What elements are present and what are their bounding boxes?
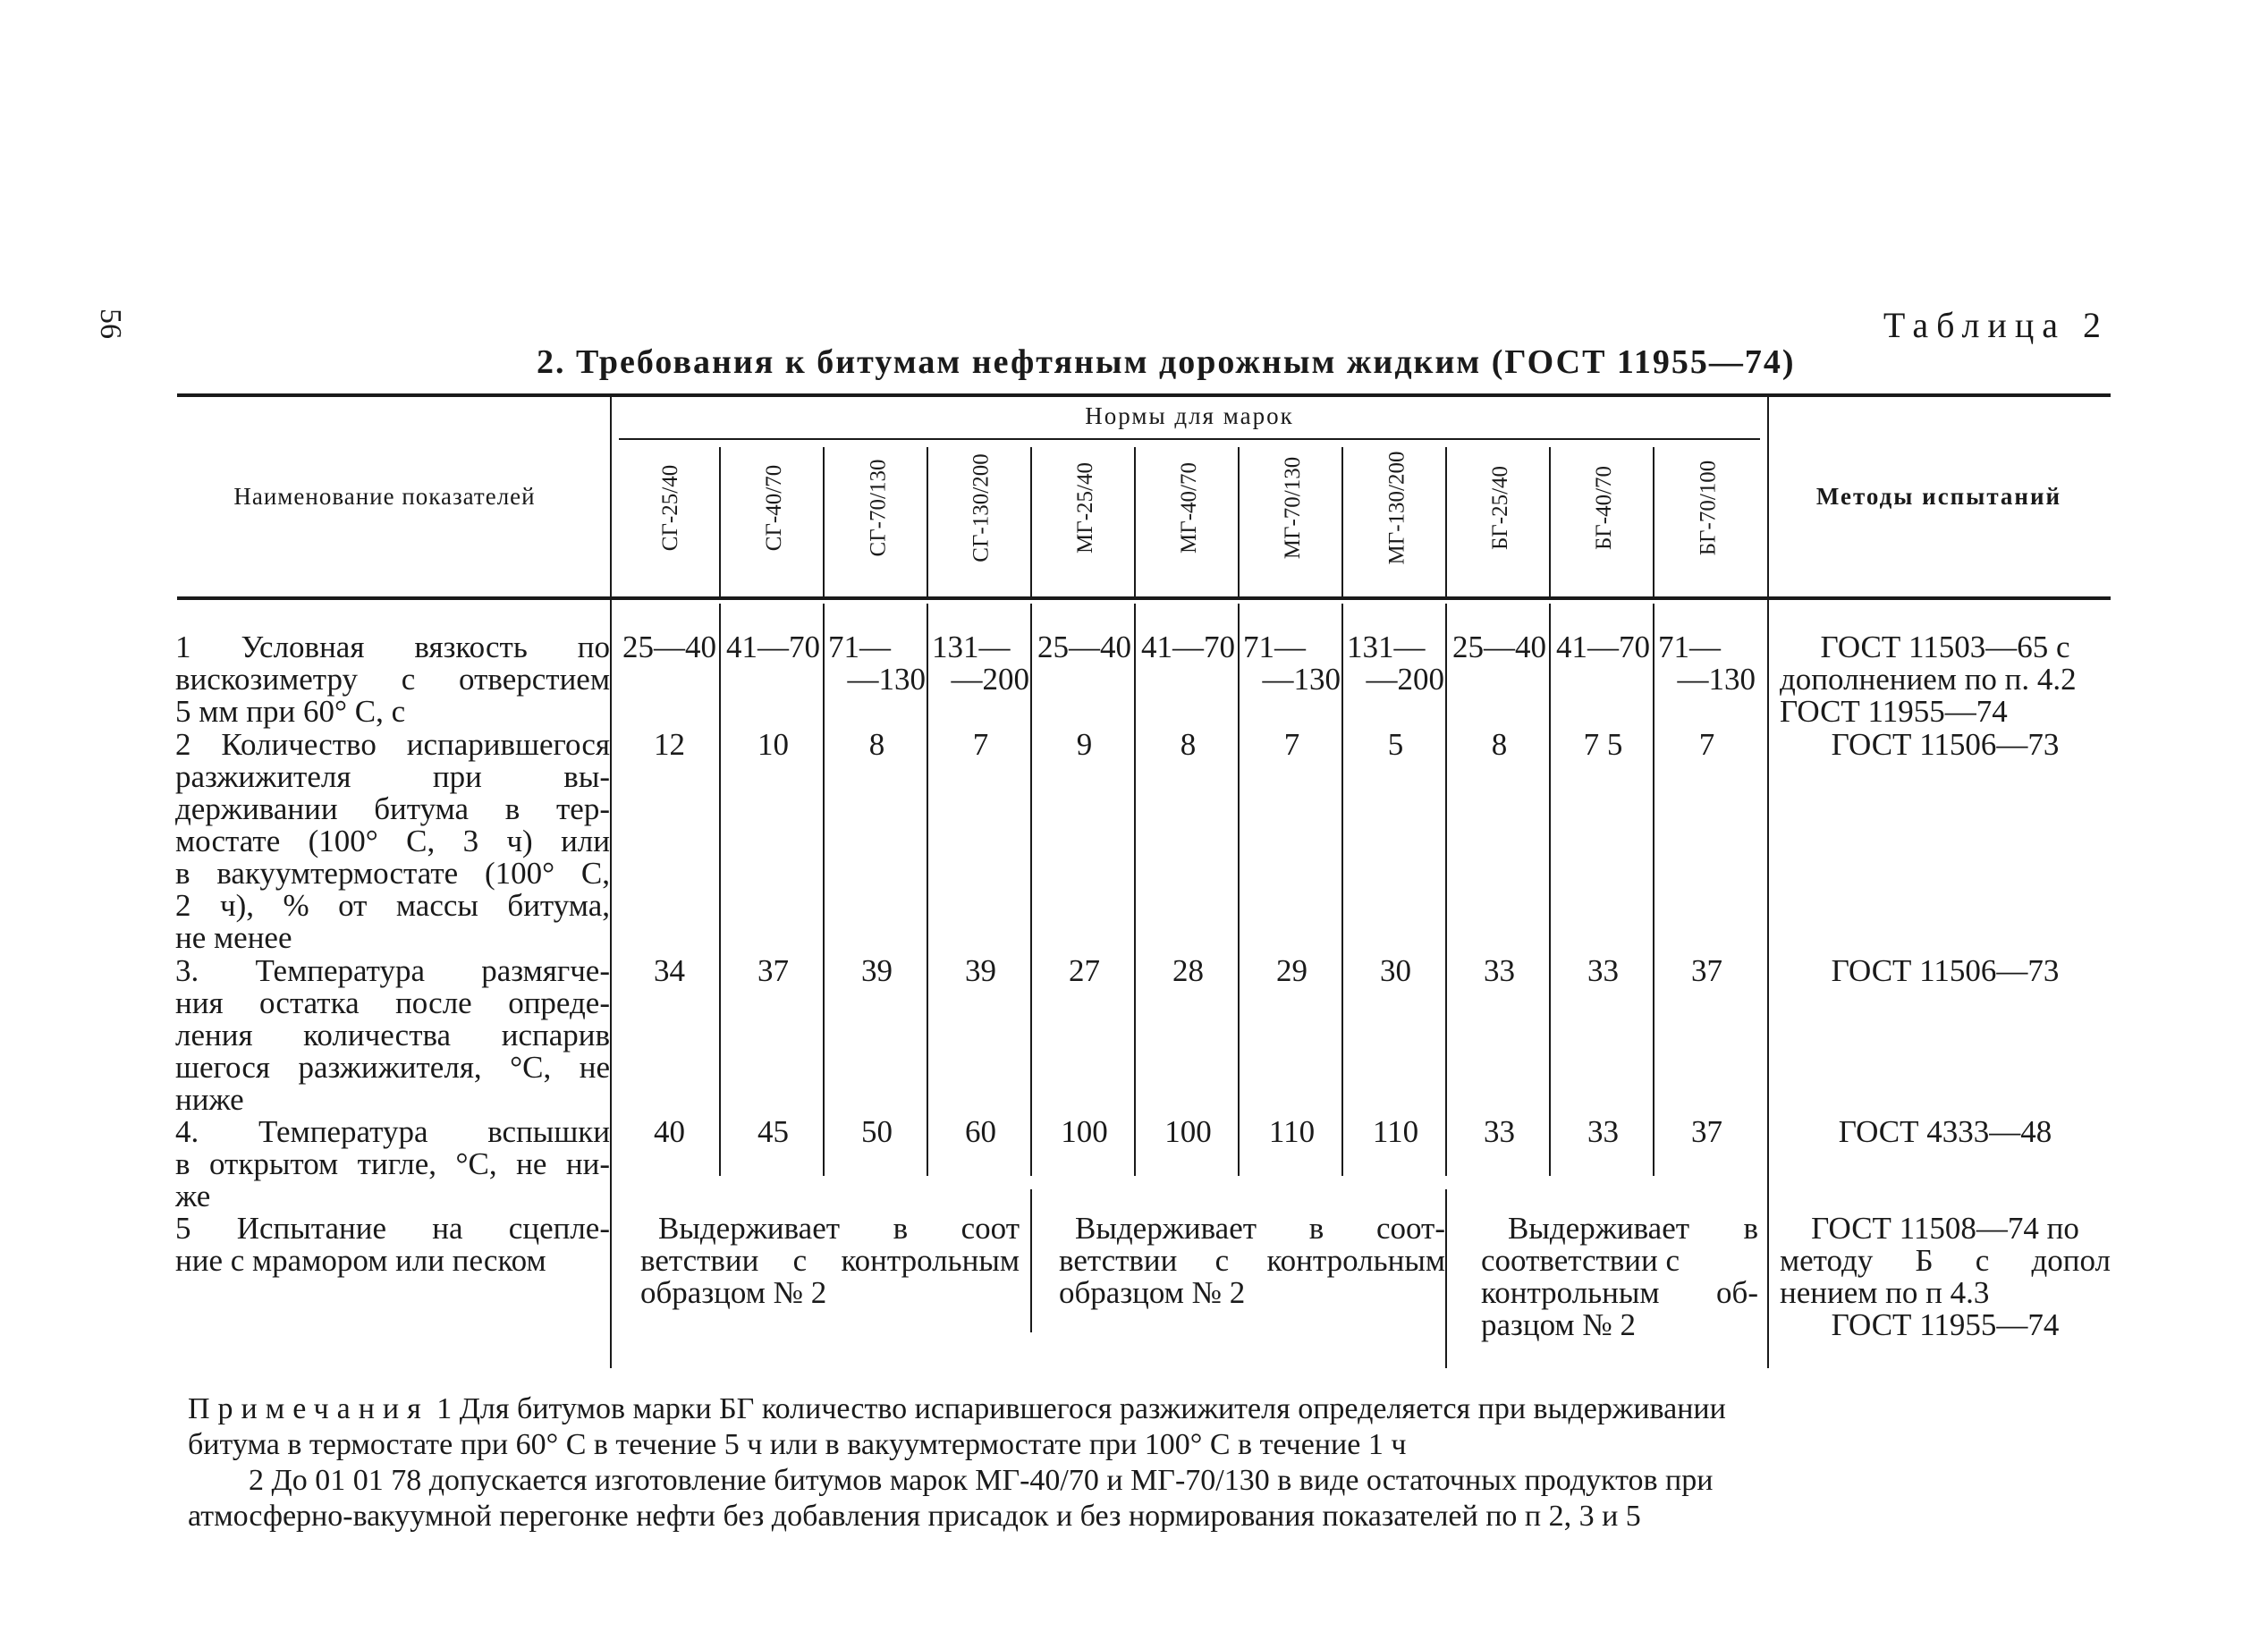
value-cell xyxy=(825,631,929,696)
value-cell: 12 xyxy=(654,727,685,762)
value-cell: 50 xyxy=(861,1114,893,1149)
row-5-span-sg: Выдерживает в соот ветствии с контрольным образцом № 2 xyxy=(640,1211,1020,1310)
row-5-method: ГОСТ 11508—74 по методу Б с допол нением по п 4.3 ГОСТ 11955—74 xyxy=(1780,1211,2111,1342)
value-cell xyxy=(1343,631,1448,696)
column-line xyxy=(1445,1189,1447,1368)
grade-header-label: СГ-70/130 xyxy=(866,459,890,557)
row-3-name: 3. Температура размягче- ния остатка после опреде- ления количества испарив шегося разжижителя, °С, не ниже xyxy=(175,953,610,1117)
value-cell: 28 xyxy=(1172,953,1204,988)
note-2-line-1: 2 До 01 01 78 допускается изготовление битумов марок МГ-40/70 и МГ-70/130 в виде остаточных продуктов при xyxy=(249,1464,1714,1497)
row-3-method: ГОСТ 11506—73 xyxy=(1831,953,2060,988)
value-cell: 29 xyxy=(1276,953,1307,988)
grade-header-label: МГ-40/70 xyxy=(1177,462,1202,554)
grade-header xyxy=(1163,420,1216,596)
note-1-line-2: битума в термостате при 60° С в течение 5 ч или в вакуумтермостате при 100° С в течение 1 ч xyxy=(188,1428,1407,1461)
row-2-method: ГОСТ 11506—73 xyxy=(1831,727,2060,762)
column-line xyxy=(610,397,612,1368)
value-cell: 37 xyxy=(757,953,789,988)
value-cell: 7 5 xyxy=(1583,727,1623,762)
grade-header-label: МГ-70/130 xyxy=(1281,456,1306,560)
value-cell: 27 xyxy=(1069,953,1100,988)
value-cell: 39 xyxy=(861,953,893,988)
grade-header-label: МГ-25/40 xyxy=(1073,462,1098,554)
grade-header xyxy=(851,420,905,596)
value-cell: 33 xyxy=(1587,953,1619,988)
value-line: 41—70 xyxy=(1141,630,1235,664)
header-methods-column: Методы испытаний xyxy=(1815,483,2062,510)
value-line: —130 xyxy=(1677,662,1756,697)
value-cell: 10 xyxy=(757,727,789,762)
notes xyxy=(188,1391,2111,1534)
grade-header xyxy=(1474,420,1528,596)
grade-header-label: БГ-40/70 xyxy=(1592,465,1616,551)
value-line: —130 xyxy=(1262,662,1341,697)
value-cell: 7 xyxy=(972,727,989,762)
grade-header xyxy=(1681,420,1735,596)
column-line xyxy=(1653,447,1654,596)
value-line: 41—70 xyxy=(1556,630,1650,664)
value-cell: 8 xyxy=(1491,727,1508,762)
grade-header xyxy=(1059,420,1113,596)
value-cell: 34 xyxy=(654,953,685,988)
page-number: 56 xyxy=(94,309,127,339)
grade-header-label: СГ-40/70 xyxy=(762,464,786,552)
column-line xyxy=(1549,604,1551,1176)
value-cell: 5 xyxy=(1387,727,1404,762)
grade-header xyxy=(644,420,698,596)
column-line xyxy=(1341,447,1343,596)
grade-header xyxy=(748,420,801,596)
value-cell xyxy=(1136,631,1240,664)
grade-header-label: БГ-70/100 xyxy=(1696,460,1720,556)
value-cell: 100 xyxy=(1061,1114,1108,1149)
value-cell: 33 xyxy=(1484,953,1515,988)
value-cell xyxy=(1551,631,1655,664)
grade-header xyxy=(1266,420,1320,596)
value-cell xyxy=(1447,631,1552,664)
table-top-rule xyxy=(177,393,2111,397)
value-line: 25—40 xyxy=(622,630,716,664)
value-line: 71— xyxy=(1658,630,1721,664)
note-2-line-2: атмосферно-вакуумной перегонке нефти без добавления присадок и без нормирования показателей по п 2, 3 и 5 xyxy=(188,1500,1641,1533)
column-line xyxy=(1549,447,1551,596)
column-line xyxy=(1134,447,1136,596)
value-cell: 100 xyxy=(1164,1114,1212,1149)
value-cell: 37 xyxy=(1691,953,1722,988)
header-name-column: Наименование показателей xyxy=(233,483,536,510)
value-line: —200 xyxy=(951,662,1029,697)
value-line: 71— xyxy=(1243,630,1306,664)
column-line xyxy=(823,447,825,596)
row-1-name: 1 Условная вязкость по вискозиметру с отверстием 5 мм при 60° С, с xyxy=(175,630,610,729)
value-cell: 110 xyxy=(1372,1114,1419,1149)
value-cell: 30 xyxy=(1380,953,1411,988)
grade-header-label: СГ-25/40 xyxy=(658,464,682,552)
value-cell: 33 xyxy=(1587,1114,1619,1149)
note-1-line-1: 1 Для битумов марки БГ количество испарившегося разжижителя определяется при выдерживании xyxy=(436,1392,1726,1425)
row-2-name: 2 Количество испарившегося разжижителя при вы- держивании битума в тер- мостате (100° С, 3 ч) или в вакуумтермостате (100° С, 2 ч), % от массы битума, не менее xyxy=(175,727,610,955)
grade-header-label: БГ-25/40 xyxy=(1488,465,1512,551)
row-4-name: 4. Температура вспышки в открытом тигле, °С, не ни- же xyxy=(175,1114,610,1213)
row-5-span-bg: Выдерживает в соответствии с контрольным об- разцом № 2 xyxy=(1481,1211,1758,1342)
grade-header xyxy=(1578,420,1631,596)
header-norms: Нормы для марок xyxy=(1085,402,1294,429)
column-line xyxy=(1445,447,1447,596)
value-cell: 8 xyxy=(1180,727,1197,762)
value-cell xyxy=(1654,631,1759,696)
value-line: 131— xyxy=(1347,630,1426,664)
column-line xyxy=(1238,447,1240,596)
header-bottom-rule xyxy=(177,596,2111,600)
value-cell: 37 xyxy=(1691,1114,1722,1149)
table-title: 2. Требования к битумам нефтяным дорожным жидким (ГОСТ 11955—74) xyxy=(537,343,1796,381)
column-line xyxy=(1030,447,1032,596)
value-cell: 7 xyxy=(1283,727,1300,762)
column-line xyxy=(719,604,721,1176)
row-5-name: 5 Испытание на сцепле- ние с мрамором или песком xyxy=(175,1211,610,1278)
grade-header xyxy=(955,420,1009,596)
grade-header-label: МГ-130/200 xyxy=(1384,451,1409,565)
value-cell: 39 xyxy=(965,953,996,988)
value-cell: 7 xyxy=(1698,727,1715,762)
row-5-span-mg: Выдерживает в соот- ветствии с контрольным образцом № 2 xyxy=(1059,1211,1445,1310)
value-cell: 40 xyxy=(654,1114,685,1149)
value-line: 71— xyxy=(828,630,891,664)
value-line: 25—40 xyxy=(1452,630,1546,664)
column-line xyxy=(1767,397,1769,1368)
value-cell: 45 xyxy=(757,1114,789,1149)
value-line: —130 xyxy=(847,662,926,697)
notes-heading: Примечания xyxy=(188,1392,429,1425)
value-line: —200 xyxy=(1366,662,1444,697)
grade-header-label: СГ-130/200 xyxy=(969,453,994,562)
grade-header xyxy=(1370,420,1424,596)
value-cell: 8 xyxy=(868,727,885,762)
column-line xyxy=(719,447,721,596)
value-cell: 33 xyxy=(1484,1114,1515,1149)
column-line xyxy=(927,447,928,596)
table-label: Таблица 2 xyxy=(1883,305,2109,345)
value-cell xyxy=(1032,631,1137,664)
value-line: 41—70 xyxy=(726,630,820,664)
value-line: 131— xyxy=(932,630,1011,664)
value-cell xyxy=(1240,631,1344,696)
value-cell xyxy=(721,631,825,664)
value-cell: 60 xyxy=(965,1114,996,1149)
value-line: 25—40 xyxy=(1037,630,1131,664)
value-cell: 110 xyxy=(1268,1114,1316,1149)
column-line xyxy=(1030,1189,1032,1332)
value-cell xyxy=(617,631,722,664)
value-cell xyxy=(928,631,1033,696)
row-4-method: ГОСТ 4333—48 xyxy=(1838,1114,2052,1149)
value-cell: 9 xyxy=(1076,727,1093,762)
column-line xyxy=(1134,604,1136,1176)
row-1-method: ГОСТ 11503—65 с дополнением по п. 4.2 ГОСТ 11955—74 xyxy=(1780,630,2077,729)
